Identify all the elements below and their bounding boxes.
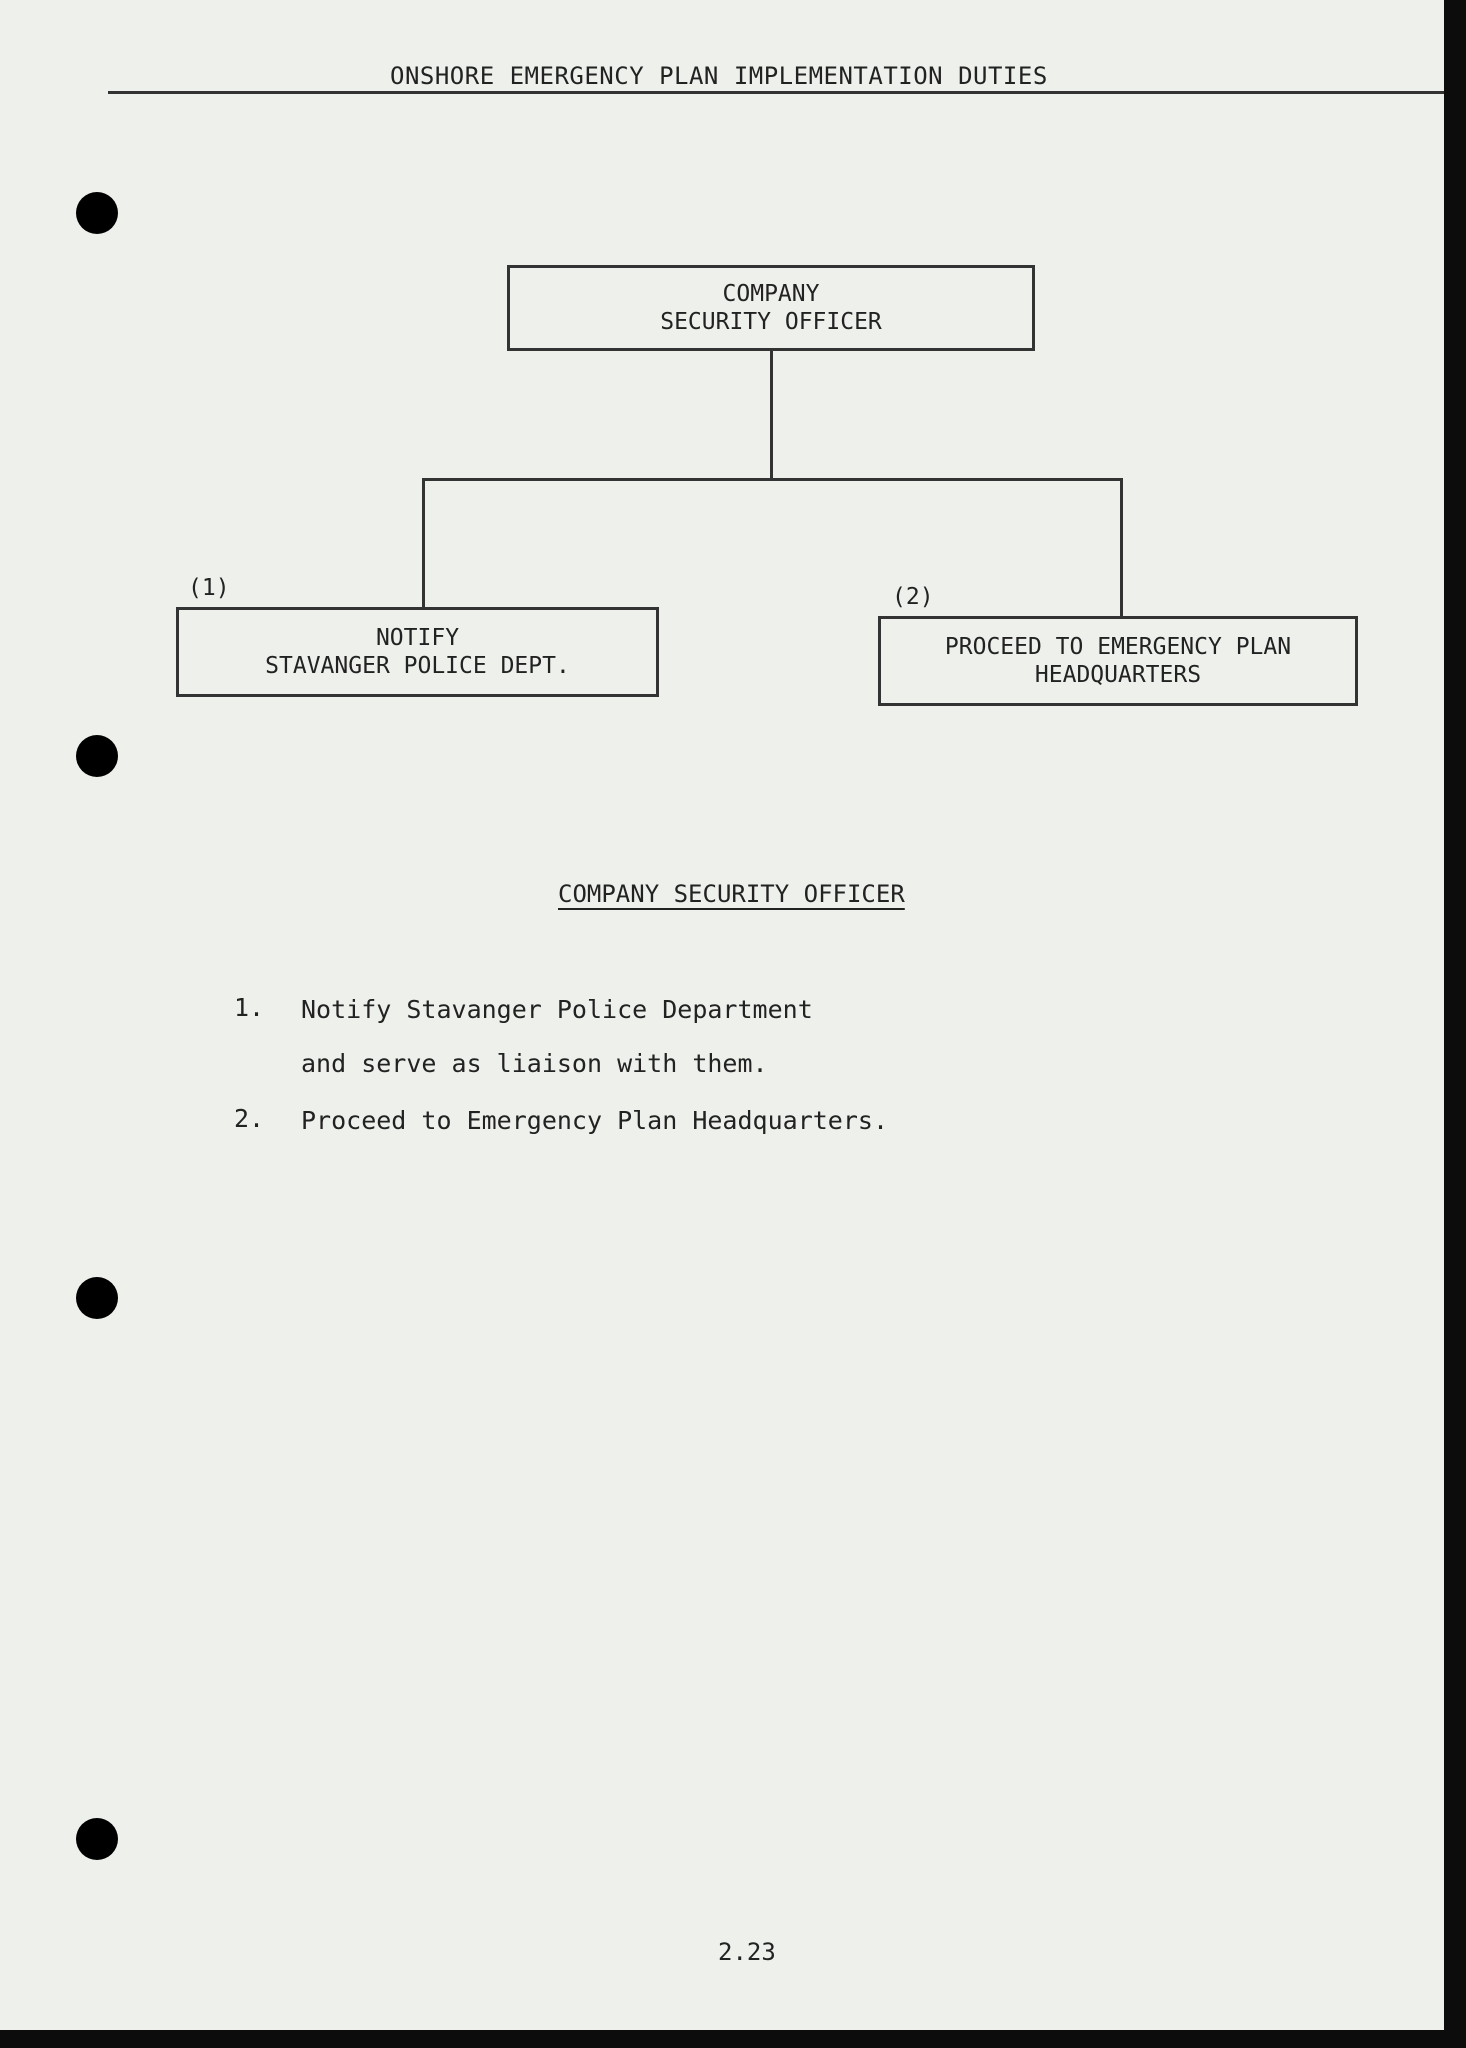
connector-vertical-root [770, 351, 773, 480]
org-child-1-line2: STAVANGER POLICE DEPT. [265, 653, 570, 679]
page-header-title: ONSHORE EMERGENCY PLAN IMPLEMENTATION DUTIES [390, 62, 1048, 90]
header-rule [108, 91, 1444, 94]
org-child-1-line1: NOTIFY [375, 625, 460, 651]
duty-2-line1: Proceed to Emergency Plan Headquarters. [301, 1106, 888, 1135]
duty-1-line2: and serve as liaison with them. [301, 1049, 768, 1078]
org-root-line1: COMPANY [722, 281, 820, 307]
duty-1-line1: Notify Stavanger Police Department [301, 995, 813, 1024]
connector-horizontal [422, 478, 1123, 481]
section-heading: COMPANY SECURITY OFFICER [558, 880, 905, 908]
org-child-2-line1: PROCEED TO EMERGENCY PLAN [944, 634, 1292, 660]
child-number-2: (2) [892, 584, 934, 610]
connector-left-branch [422, 478, 425, 608]
punch-hole [76, 1277, 118, 1319]
punch-hole [76, 735, 118, 777]
duty-1-number: 1. [234, 993, 265, 1022]
org-child-2-line2: HEADQUARTERS [1034, 662, 1202, 688]
child-number-1: (1) [188, 575, 230, 601]
org-child-box-2 [878, 616, 1358, 706]
org-child-box-1 [176, 607, 659, 697]
org-root-box [507, 265, 1035, 351]
duty-2-number: 2. [234, 1104, 265, 1133]
org-root-line2: SECURITY OFFICER [660, 309, 882, 335]
connector-right-branch [1120, 478, 1123, 617]
punch-hole [76, 1818, 118, 1860]
page-number: 2.23 [718, 1938, 776, 1966]
punch-hole [76, 192, 118, 234]
